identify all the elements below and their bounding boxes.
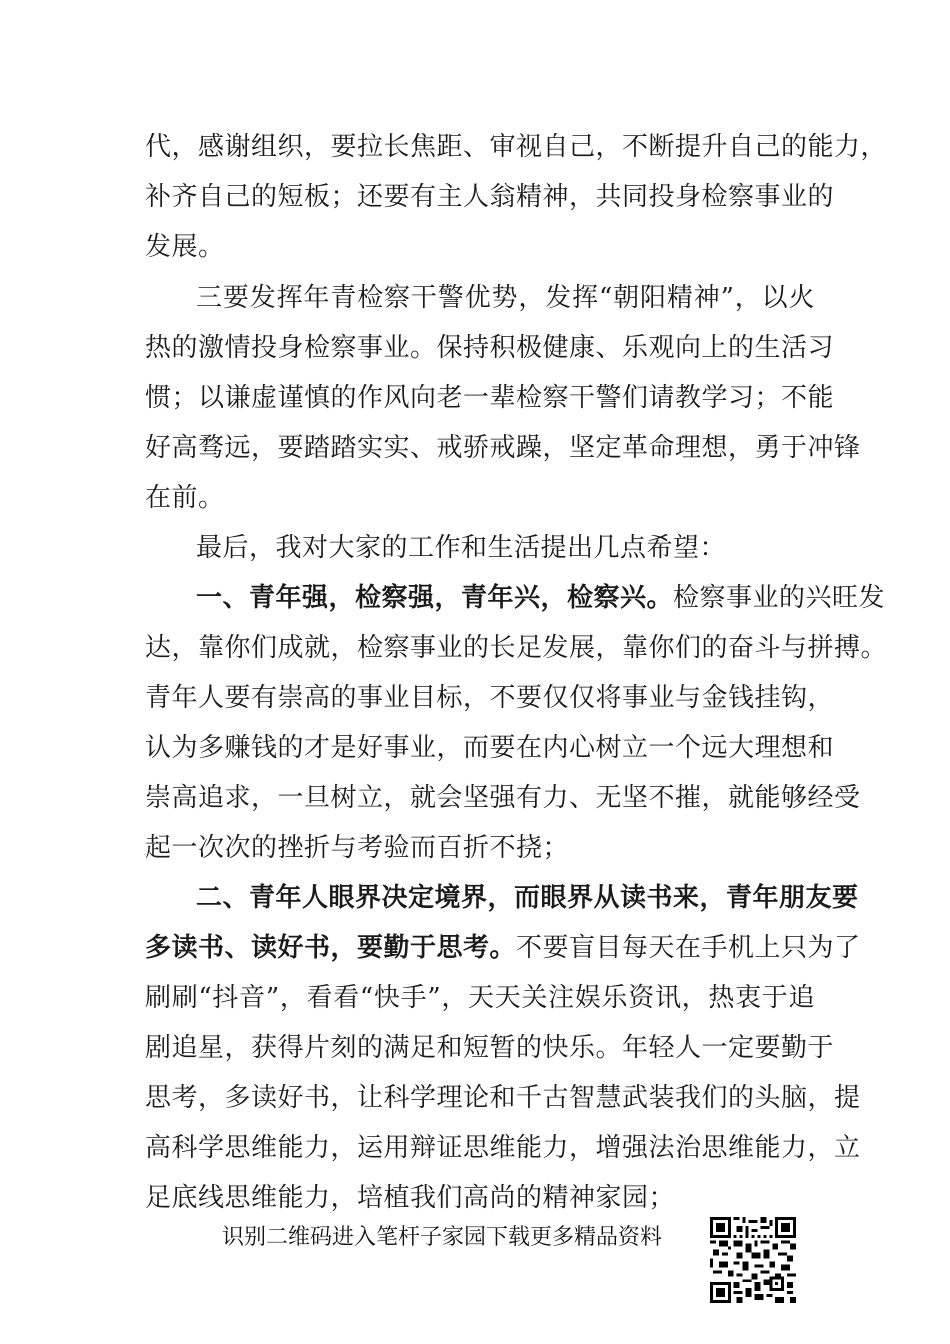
paragraph-3-line-1: 最后，我对大家的工作和生活提出几点希望：: [196, 533, 727, 563]
paragraph-4-line-1: [196, 573, 886, 623]
paragraph-2-line-5: 在前。: [145, 483, 225, 513]
paragraph-2-line-3: 惯；以谦虚谨慎的作风向老一辈检察干警们请教学习；不能: [145, 383, 835, 413]
paragraph-1-line-1: 代，感谢组织，要拉长焦距、审视自己，不断提升自己的能力，: [145, 132, 888, 162]
paragraph-5-line-7: 足底线思维能力，培植我们高尚的精神家园；: [145, 1183, 676, 1213]
qr-code-icon[interactable]: [710, 1217, 796, 1303]
paragraph-5-bold-lead: 多读书、读好书，要勤于思考。: [145, 933, 517, 963]
paragraph-5-line-3: 刷刷“抖音”，看看“快手”，天天关注娱乐资讯，热衷于追: [145, 983, 815, 1013]
paragraph-4-line-4: 认为多赚钱的才是好事业，而要在内心树立一个远大理想和: [145, 733, 835, 763]
paragraph-2-line-2: 热的激情投身检察事业。保持积极健康、乐观向上的生活习: [145, 333, 835, 363]
paragraph-1-line-3: 发展。: [145, 232, 225, 262]
footer-promo-text: 识别二维码进入笔杆子家园下载更多精品资料: [222, 1225, 663, 1250]
paragraph-4-first-rest: 检察事业的兴旺发: [673, 583, 886, 613]
paragraph-4-bold-lead: 一、青年强，检察强，青年兴，检察兴。: [196, 583, 674, 613]
paragraph-4-line-2: 达，靠你们成就，检察事业的长足发展，靠你们的奋斗与拼搏。: [145, 633, 888, 663]
paragraph-5-line-6: 高科学思维能力，运用辩证思维能力，增强法治思维能力，立: [145, 1133, 861, 1163]
paragraph-4-line-3: 青年人要有崇高的事业目标，不要仅仅将事业与金钱挂钩，: [145, 683, 835, 713]
paragraph-4-line-6: 起一次次的挫折与考验而百折不挠；: [145, 833, 570, 863]
paragraph-5-line-5: 思考，多读好书，让科学理论和千古智慧武装我们的头脑，提: [145, 1083, 861, 1113]
paragraph-5-line-2: [145, 923, 861, 973]
paragraph-2-line-4: 好高骛远，要踏踏实实、戒骄戒躁，坚定革命理想，勇于冲锋: [145, 433, 861, 463]
paragraph-5-line-4: 剧追星，获得片刻的满足和短暂的快乐。年轻人一定要勤于: [145, 1033, 835, 1063]
paragraph-4-line-5: 崇高追求，一旦树立，就会坚强有力、无坚不摧，就能够经受: [145, 783, 861, 813]
paragraph-5-line-1: 二、青年人眼界决定境界，而眼界从读书来，青年朋友要: [196, 883, 859, 913]
paragraph-1-line-2: 补齐自己的短板；还要有主人翁精神，共同投身检察事业的: [145, 182, 835, 212]
paragraph-5-second-rest: 不要盲目每天在手机上只为了: [516, 933, 861, 963]
paragraph-2-line-1: 三要发挥年青检察干警优势，发挥“朝阳精神”，以火: [196, 283, 815, 313]
